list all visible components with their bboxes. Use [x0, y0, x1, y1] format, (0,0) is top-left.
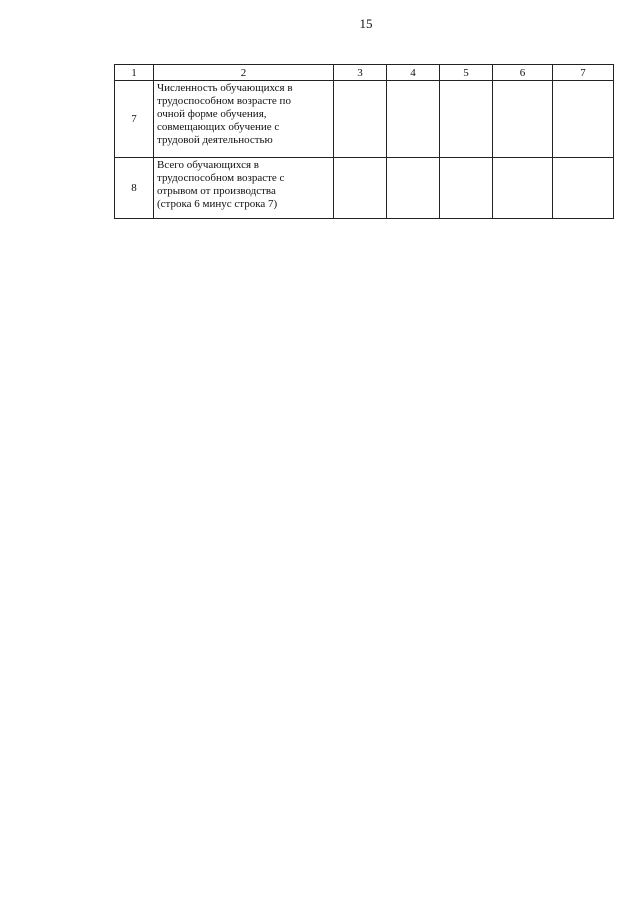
row-description-line: совмещающих обучение с [157, 121, 280, 133]
value-cell [440, 81, 493, 158]
value-cell [387, 158, 440, 219]
page-number: 15 [359, 16, 373, 31]
row-description-line: трудоспособном возрасте по [157, 95, 291, 107]
column-header: 6 [493, 65, 553, 81]
column-header: 2 [154, 65, 334, 81]
row-number: 8 [115, 158, 154, 219]
row-number: 7 [115, 81, 154, 158]
column-header: 3 [334, 65, 387, 81]
row-description-line: отрывом от производства [157, 185, 276, 197]
value-cell [334, 158, 387, 219]
column-header: 5 [440, 65, 493, 81]
data-table [114, 64, 614, 219]
row-description-line: Численность обучающихся в [157, 82, 293, 94]
value-cell [553, 158, 614, 219]
row-description [154, 158, 334, 219]
column-header: 1 [115, 65, 154, 81]
column-header: 7 [553, 65, 614, 81]
table-row [115, 81, 614, 158]
row-description-line: Всего обучающихся в [157, 159, 259, 171]
value-cell [334, 81, 387, 158]
table-row [115, 158, 614, 219]
row-description-line: (строка 6 минус строка 7) [157, 198, 278, 210]
value-cell [553, 81, 614, 158]
table-header-row [115, 65, 614, 81]
row-description-line: трудоспособном возрасте с [157, 172, 285, 184]
value-cell [493, 81, 553, 158]
column-header: 4 [387, 65, 440, 81]
value-cell [493, 158, 553, 219]
row-description-line: трудовой деятельностью [157, 134, 273, 146]
value-cell [440, 158, 493, 219]
value-cell [387, 81, 440, 158]
row-description [154, 81, 334, 158]
row-description-line: очной форме обучения, [157, 108, 267, 120]
